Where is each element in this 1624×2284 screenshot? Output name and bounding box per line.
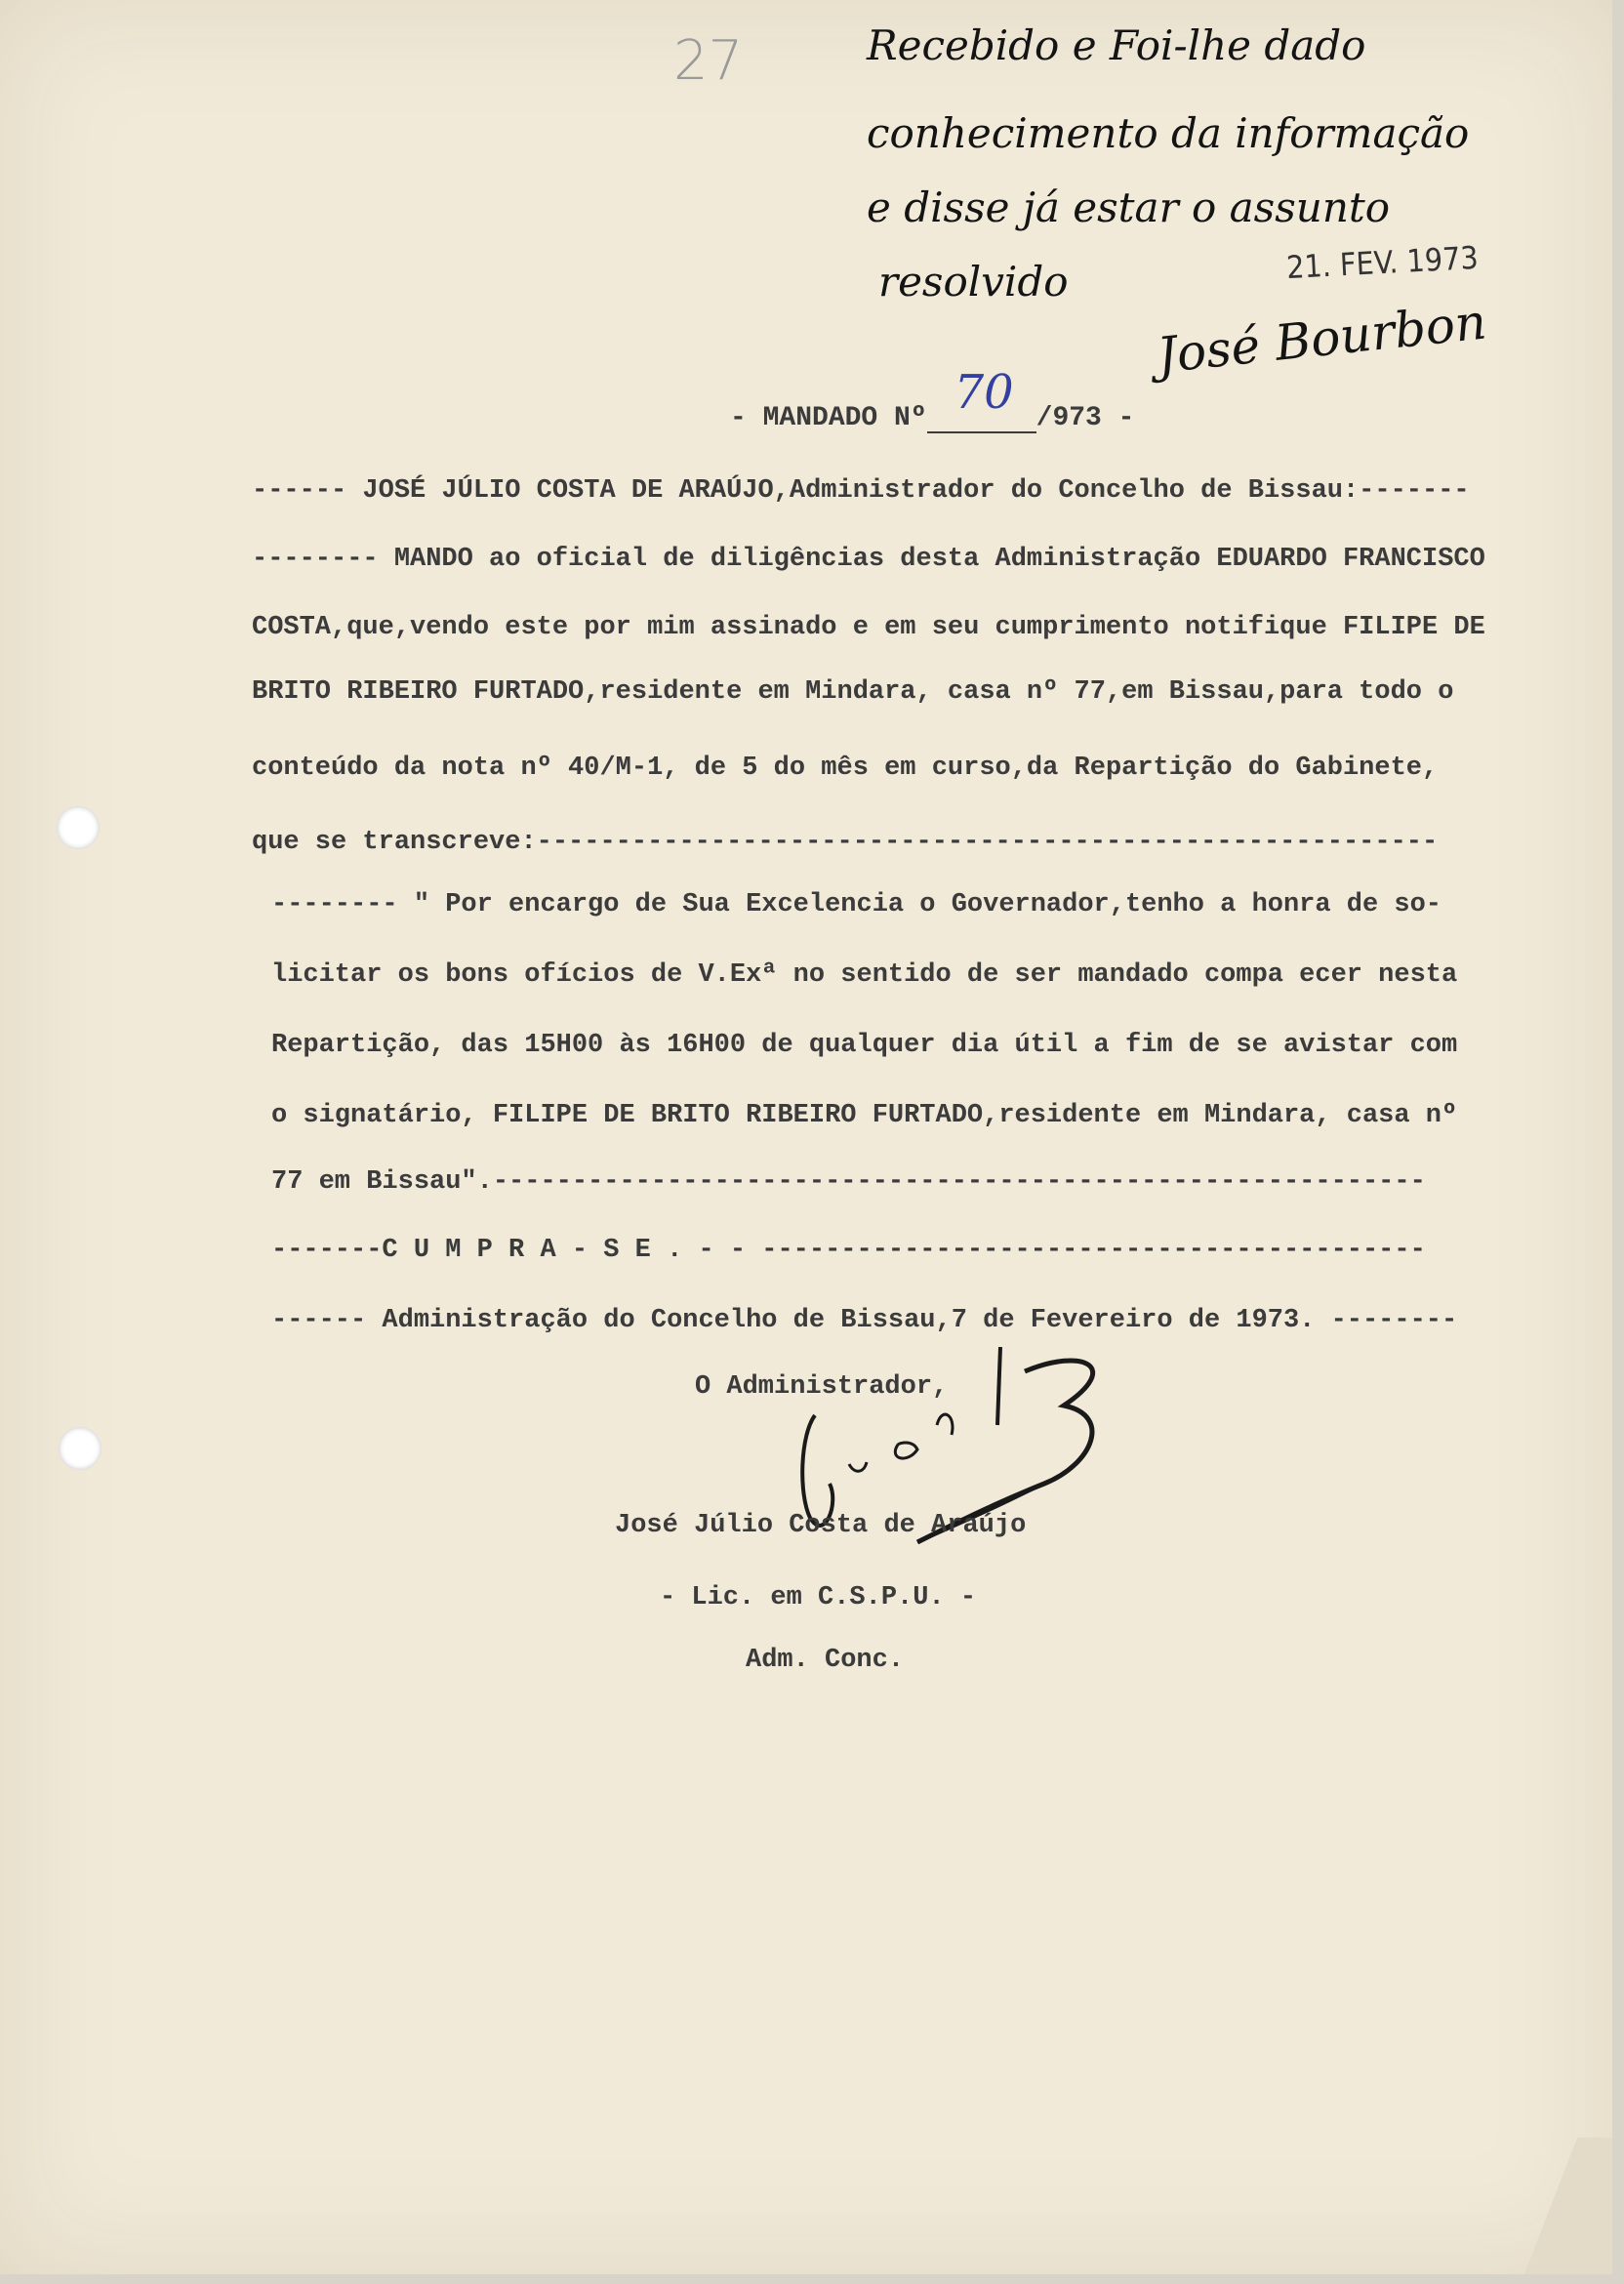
administrator-role: Adm. Conc. (746, 1646, 905, 1675)
title-prefix: - MANDADO Nº (730, 403, 927, 433)
body-line: 77 em Bissau".----------------------------------------------------------- (271, 1167, 1426, 1197)
body-line: -------- " Por encargo de Sua Excelencia o Governador,tenho a honra de so- (271, 890, 1441, 919)
administrator-name: José Júlio Costa de Araújo (615, 1511, 1027, 1540)
body-line: licitar os bons ofícios de V.Exª no sentido de ser mandado compa ecer nesta (271, 960, 1458, 990)
administrator-degree: - Lic. em C.S.P.U. - (660, 1583, 977, 1612)
body-line: Repartição, das 15H00 às 16H00 de qualquer dia útil a fim de se avistar com (271, 1031, 1458, 1060)
body-line: conteúdo da nota nº 40/M-1, de 5 do mês em curso,da Repartição do Gabinete, (252, 754, 1439, 783)
date-line: ------ Administração do Concelho de Bissau,7 de Fevereiro de 1973. -------- (271, 1306, 1458, 1335)
body-line: BRITO RIBEIRO FURTADO,residente em Mindara, casa nº 77,em Bissau,para todo o (252, 677, 1454, 707)
handwritten-note-line: Recebido e Foi-lhe dado (867, 21, 1366, 69)
page-number: 27 (673, 29, 744, 93)
punch-hole (59, 1427, 102, 1470)
body-line: -------- MANDO ao oficial de diligências desta Administração EDUARDO FRANCISCO (252, 545, 1485, 574)
cumpra-se-line: -------C U M P R A - S E . - - ------------------------------------------ (271, 1236, 1426, 1265)
folded-corner (1524, 2138, 1612, 2274)
title-suffix: /973 - (1035, 403, 1135, 433)
signature-title: O Administrador, (695, 1372, 949, 1402)
handwritten-note-line: resolvido (878, 258, 1069, 306)
body-line: ------ JOSÉ JÚLIO COSTA DE ARAÚJO,Administrador do Concelho de Bissau:------- (252, 476, 1470, 506)
date-stamp: 21. FEV. 1973 (1285, 238, 1480, 287)
punch-hole (57, 806, 100, 849)
mandate-number-field (927, 365, 1036, 433)
handwritten-signature: José Bourbon (1154, 293, 1489, 385)
mandate-number: 70 (954, 365, 1014, 420)
handwritten-note-line: conhecimento da informação (867, 109, 1470, 157)
handwritten-note-line: e disse já estar o assunto (867, 184, 1391, 231)
body-line: que se transcreve:--------------------------------------------------------- (252, 828, 1439, 857)
body-line: o signatário, FILIPE DE BRITO RIBEIRO FURTADO,residente em Mindara, casa nº (271, 1101, 1458, 1130)
body-line: COSTA,que,vendo este por mim assinado e em seu cumprimento notifique FILIPE DE (252, 613, 1485, 642)
document-title (730, 365, 1135, 433)
